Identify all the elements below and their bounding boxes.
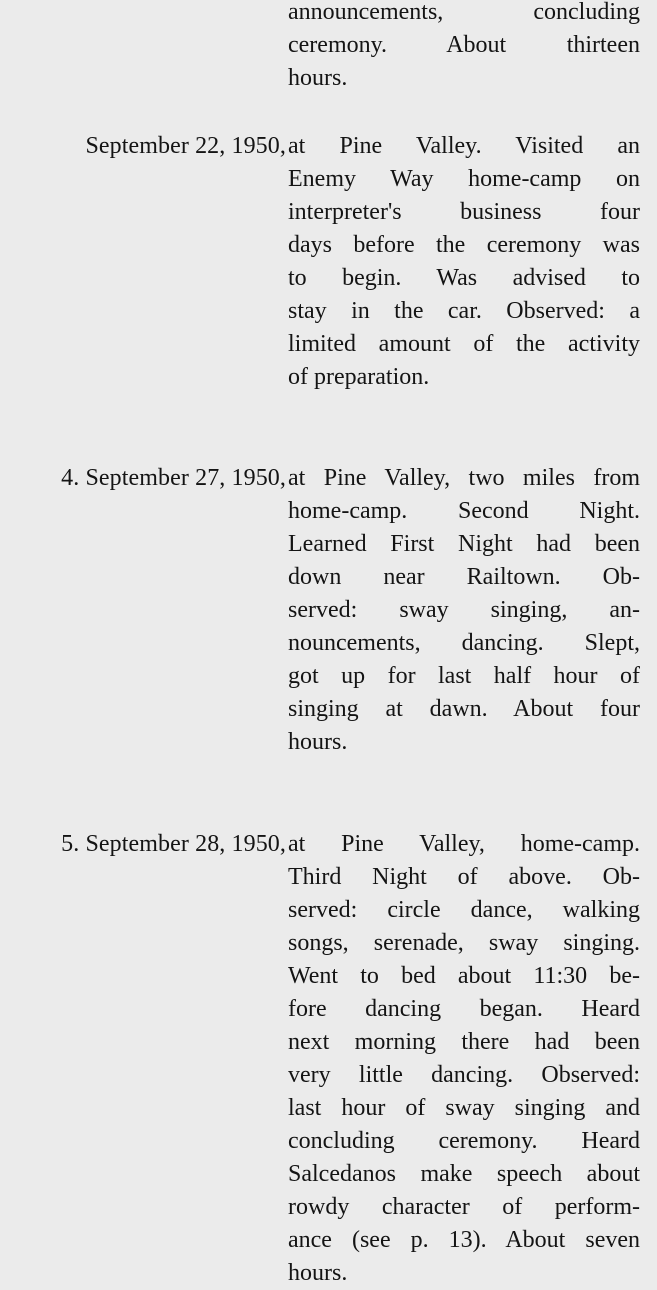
text-line: nouncements, dancing. Slept, bbox=[288, 630, 640, 656]
text-line: limited amount of the activity bbox=[288, 331, 640, 357]
text-line: hours. bbox=[288, 65, 348, 91]
text-line: got up for last half hour of bbox=[288, 663, 640, 689]
text-line: last hour of sway singing and bbox=[288, 1095, 640, 1121]
text-line: very little dancing. Observed: bbox=[288, 1062, 640, 1088]
entry-description bbox=[288, 130, 640, 394]
text-line: hours. bbox=[288, 729, 348, 755]
text-line: songs, serenade, sway singing. bbox=[288, 930, 640, 956]
text-line: at Pine Valley, home-camp. bbox=[288, 831, 640, 857]
text-line: stay in the car. Observed: a bbox=[288, 298, 640, 324]
text-line: announcements, concluding bbox=[288, 0, 640, 25]
text-line: at Pine Valley, two miles from bbox=[288, 465, 640, 491]
text-line: served: sway singing, an- bbox=[288, 597, 640, 623]
text-line: fore dancing began. Heard bbox=[288, 996, 640, 1022]
entry-description bbox=[288, 462, 640, 759]
entry-description bbox=[288, 0, 640, 95]
text-line: home-camp. Second Night. bbox=[288, 498, 640, 524]
text-line: of preparation. bbox=[288, 364, 430, 390]
text-line: Enemy Way home-camp on bbox=[288, 166, 640, 192]
entry-date-label: 5. September 28, 1950, bbox=[61, 831, 286, 857]
entry-date-label: September 22, 1950, bbox=[85, 133, 286, 159]
text-line: next morning there had been bbox=[288, 1029, 640, 1055]
text-line: interpreter's business four bbox=[288, 199, 640, 225]
text-line: singing at dawn. About four bbox=[288, 696, 640, 722]
text-line: at Pine Valley. Visited an bbox=[288, 133, 640, 159]
text-line: ceremony. About thirteen bbox=[288, 32, 640, 58]
text-line: down near Railtown. Ob- bbox=[288, 564, 640, 590]
text-line: Third Night of above. Ob- bbox=[288, 864, 640, 890]
text-line: served: circle dance, walking bbox=[288, 897, 640, 923]
text-line: hours. bbox=[288, 1260, 348, 1286]
text-line: days before the ceremony was bbox=[288, 232, 640, 258]
text-line: Learned First Night had been bbox=[288, 531, 640, 557]
text-line: ance (see p. 13). About seven bbox=[288, 1227, 640, 1253]
entry-description bbox=[288, 828, 640, 1290]
text-line: to begin. Was advised to bbox=[288, 265, 640, 291]
text-line: concluding ceremony. Heard bbox=[288, 1128, 640, 1154]
entry-date-label: 4. September 27, 1950, bbox=[61, 465, 286, 491]
text-line: rowdy character of perform- bbox=[288, 1194, 640, 1220]
text-line: Went to bed about 11:30 be- bbox=[288, 963, 640, 989]
text-line: Salcedanos make speech about bbox=[288, 1161, 640, 1187]
